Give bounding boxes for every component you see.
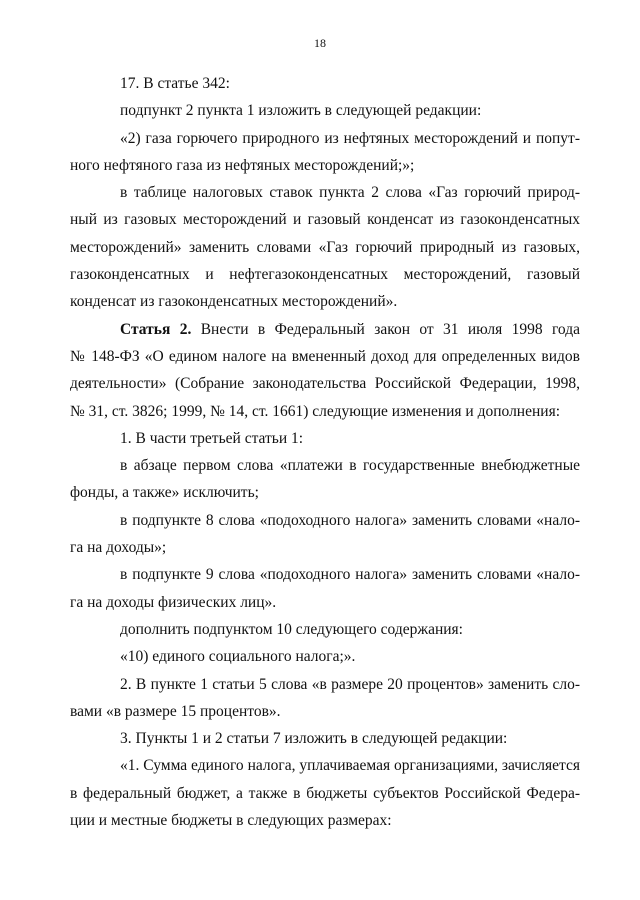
- line-text: ного нефтяного газа из нефтяных месторождений;»;: [70, 156, 415, 174]
- text-line: [70, 452, 580, 479]
- line-text: в абзаце первом слова «платежи в государственные внебюджетные: [120, 457, 580, 475]
- text-line: [70, 234, 580, 261]
- page-number: 18: [314, 36, 326, 50]
- line-text: ции и местные бюджеты в следующих размерах:: [70, 812, 392, 830]
- text-line: [70, 97, 580, 124]
- text-line: [70, 425, 580, 452]
- text-line: [70, 125, 580, 152]
- line-text: в подпункте 8 слова «подоходного налога» заменить словами «нало-: [120, 511, 580, 529]
- text-line: [70, 725, 580, 752]
- line-text: «10) единого социального налога;».: [120, 648, 356, 666]
- line-text: вами «в размере 15 процентов».: [70, 702, 281, 720]
- text-line: [70, 534, 580, 561]
- text-line: [70, 70, 580, 97]
- text-line: [70, 343, 580, 370]
- line-text: фонды, а также» исключить;: [70, 484, 259, 502]
- line-text: № 31, ст. 3826; 1999, № 14, ст. 1661) следующие изменения и дополнения:: [70, 402, 560, 420]
- text-line: [70, 152, 580, 179]
- line-text: «1. Сумма единого налога, уплачиваемая организациями, зачисляется: [120, 757, 580, 775]
- text-line: [70, 561, 580, 588]
- line-text: 17. В статье 342:: [120, 75, 230, 92]
- line-text: ный из газовых месторождений и газовый конденсат из газоконденсатных: [70, 211, 580, 229]
- line-text: 2. В пункте 1 статьи 5 слова «в размере 20 процентов» заменить сло-: [120, 675, 580, 693]
- text-line: [70, 507, 580, 534]
- text-line: [70, 316, 580, 343]
- line-text: месторождений» заменить словами «Газ горючий природный из газовых,: [70, 238, 580, 256]
- line-text: га на доходы физических лиц».: [70, 593, 277, 611]
- text-line: [70, 179, 580, 206]
- text-line: [70, 479, 580, 506]
- text-line: [70, 206, 580, 233]
- article-heading: Статья 2.: [120, 320, 192, 338]
- text-line: [70, 780, 580, 807]
- text-line: [70, 370, 580, 397]
- line-text: в федеральный бюджет, а также в бюджеты субъектов Российской Федера-: [70, 784, 580, 802]
- text-line: [70, 752, 580, 779]
- line-text: «2) газа горючего природного из нефтяных месторождений и попут-: [120, 129, 580, 147]
- text-line: [70, 398, 580, 425]
- document-body: [70, 70, 580, 834]
- line-text: подпункт 2 пункта 1 изложить в следующей редакции:: [120, 102, 482, 120]
- line-text: 1. В части третьей статьи 1:: [120, 429, 304, 447]
- line-text: конденсат из газоконденсатных месторождений».: [70, 293, 398, 311]
- text-line: [70, 698, 580, 725]
- line-text: газоконденсатных и нефтегазоконденсатных месторождений, газовый: [70, 266, 580, 284]
- text-line: [70, 643, 580, 670]
- line-text: № 148-ФЗ «О едином налоге на вмененный доход для определенных видов: [70, 347, 580, 365]
- line-text: в таблице налоговых ставок пункта 2 слова «Газ горючий природ-: [120, 184, 580, 202]
- line-text: в подпункте 9 слова «подоходного налога» заменить словами «нало-: [120, 566, 580, 584]
- text-line: [70, 261, 580, 288]
- text-line: [70, 589, 580, 616]
- text-line: [70, 288, 580, 315]
- line-text: 3. Пункты 1 и 2 статьи 7 изложить в следующей редакции:: [120, 730, 508, 748]
- text-line: [70, 671, 580, 698]
- line-text: га на доходы»;: [70, 539, 167, 557]
- text-line: [70, 807, 580, 834]
- line-text: деятельности» (Собрание законодательства Российской Федерации, 1998,: [70, 375, 580, 393]
- line-text: Внести в Федеральный закон от 31 июля 1998 года: [191, 320, 580, 338]
- line-text: дополнить подпунктом 10 следующего содержания:: [120, 620, 463, 638]
- text-line: [70, 616, 580, 643]
